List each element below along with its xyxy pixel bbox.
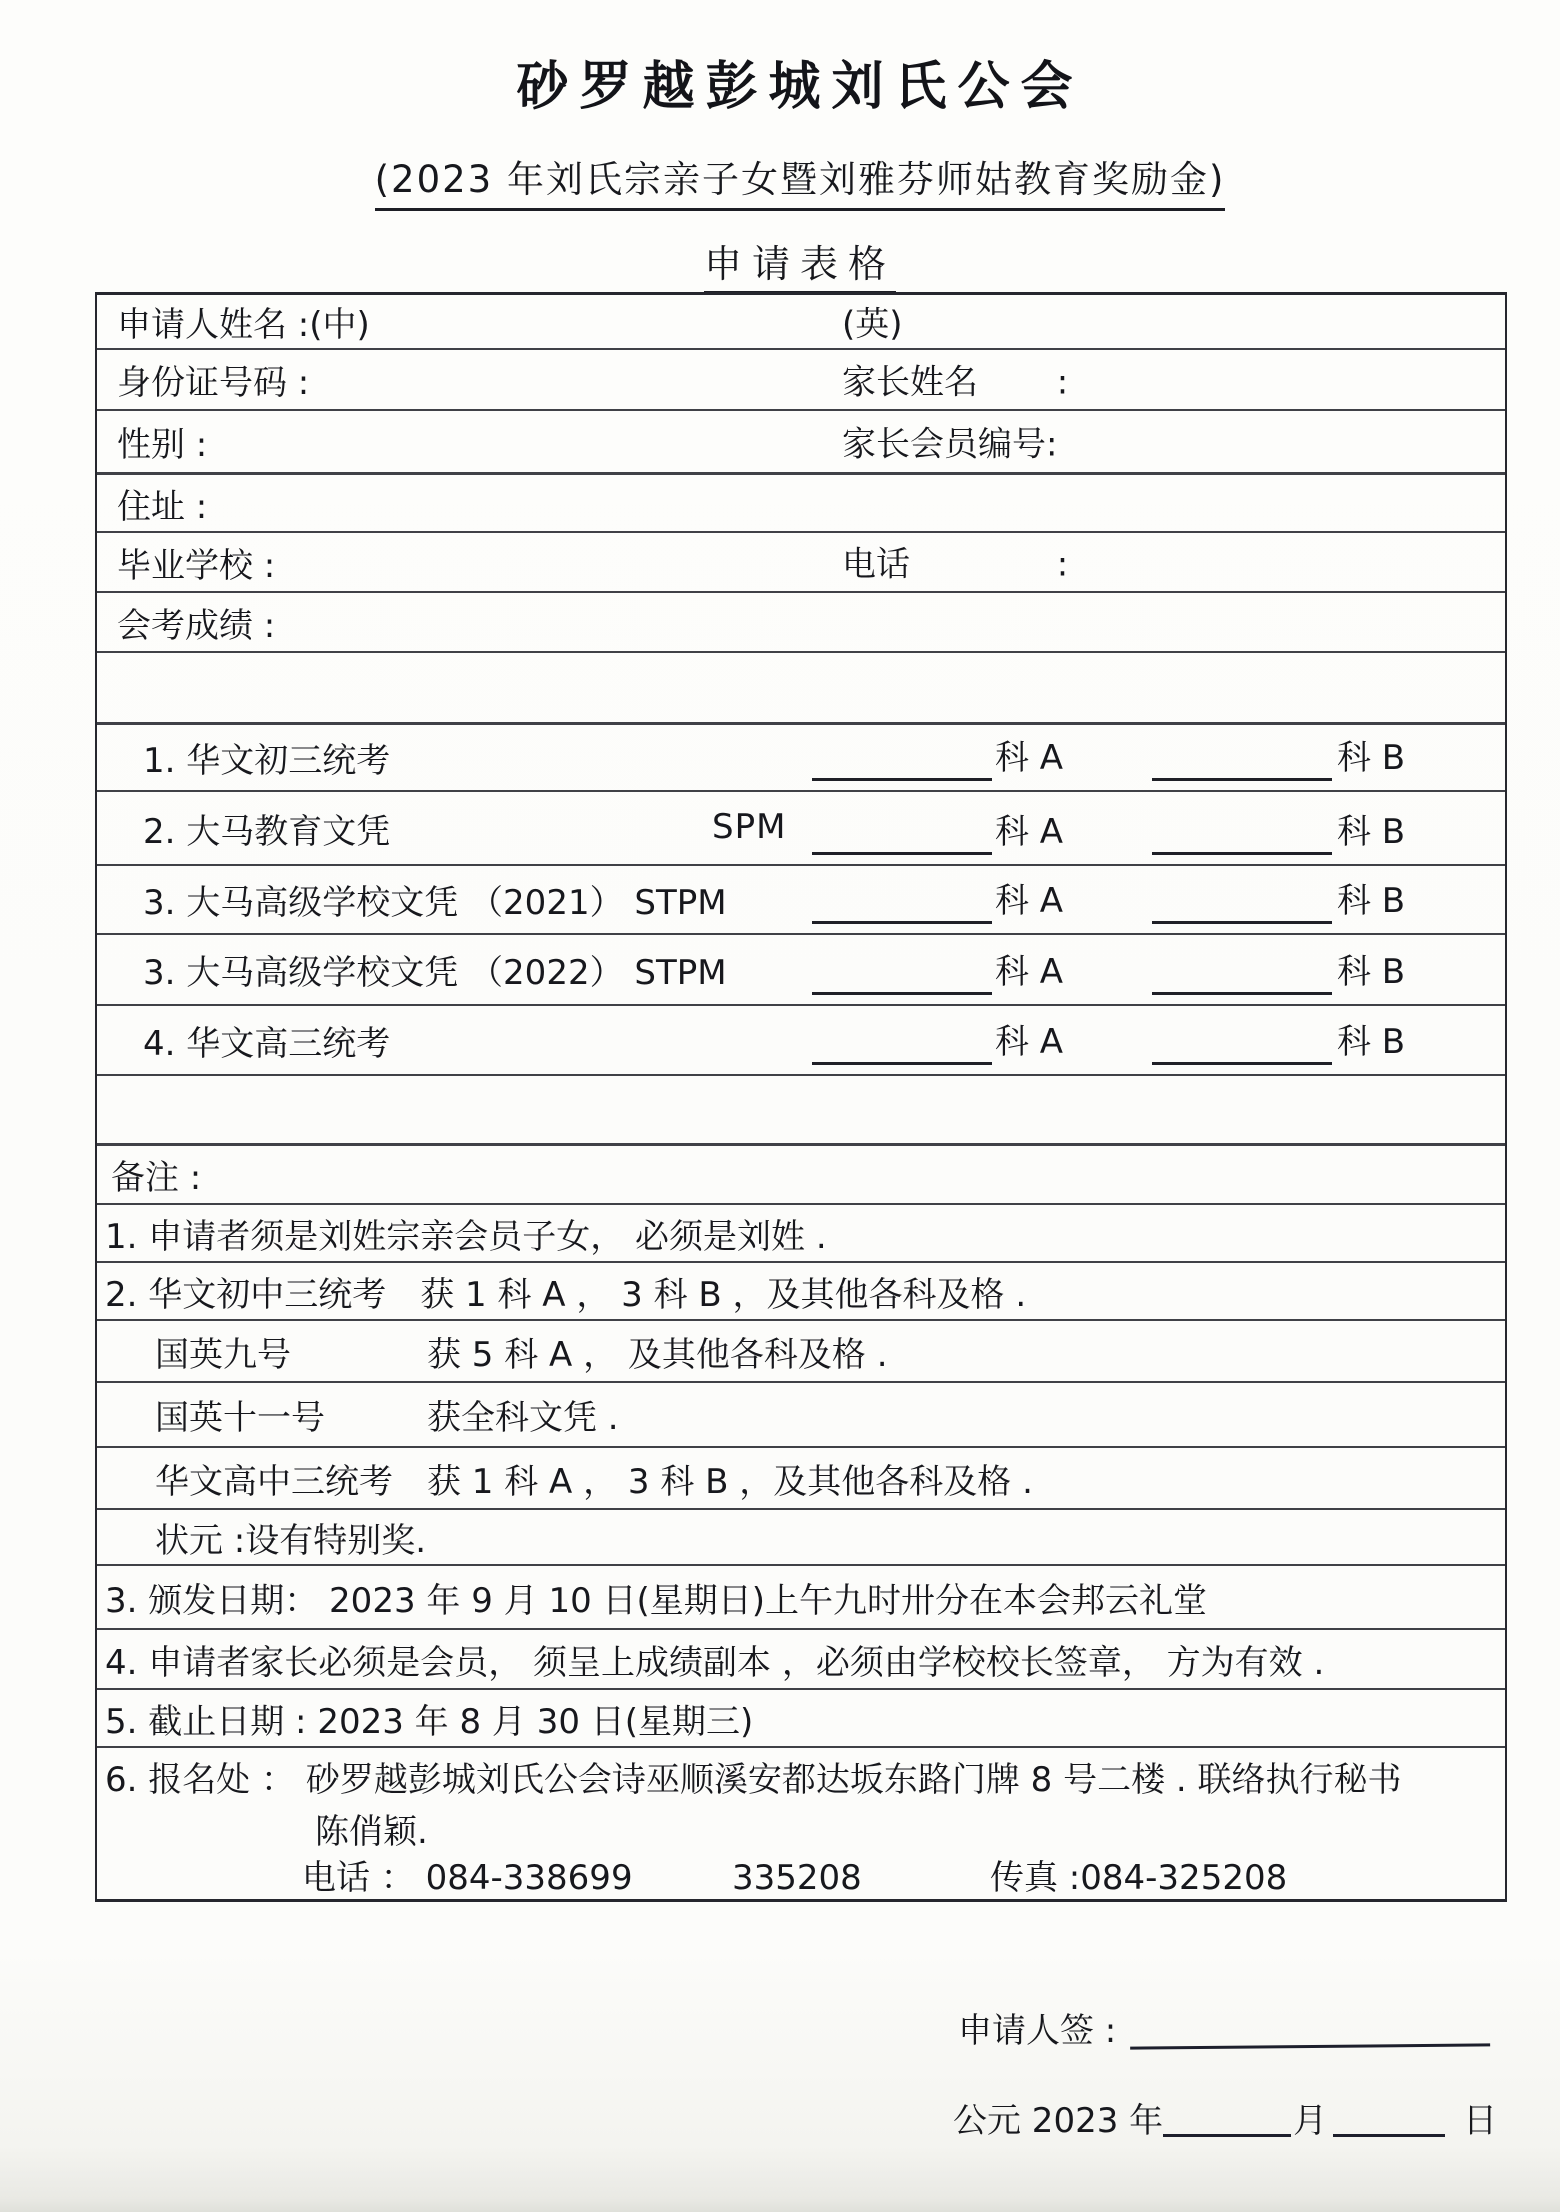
exam-name: 4. 华文高三统考 (143, 1023, 391, 1064)
info-row-gender (97, 411, 1505, 475)
score-blank-line (1152, 1062, 1332, 1065)
note-text: 3. 颁发日期： 2023 年 9 月 10 日(星期日)上午九时卅分在本会邦云礼堂 (105, 1580, 1208, 1621)
score-blank-line (1152, 992, 1332, 995)
award-subtitle: (2023 年刘氏宗亲子女暨刘雅芬师姑教育奖励金) (375, 149, 1226, 211)
note-text: 国英九号 获 5 科 A ， 及其他各科及格 . (155, 1334, 888, 1375)
registration-row (97, 1748, 1505, 1905)
subject-b-label: 科 B (1337, 952, 1406, 992)
fax-number: 传真 :084-325208 (990, 1858, 1288, 1898)
field-label-left: 身份证号码 : (117, 363, 310, 403)
note-row-remarks (97, 1146, 1505, 1205)
score-blank-line (812, 921, 992, 924)
exam-name: 2. 大马教育文凭 (143, 811, 391, 852)
exam-score-row-stpm-2021 (97, 866, 1505, 935)
subject-b-label: 科 B (1337, 812, 1406, 852)
score-blank-line (1152, 778, 1332, 781)
registration-address: 6. 报名处 ： 砂罗越彭城刘氏公会诗巫顺溪安都达坂东路门牌 8 号二楼 . 联络执行秘书 (105, 1760, 1402, 1800)
note-row-2 (97, 1263, 1505, 1321)
note-text: 备注 : (111, 1158, 202, 1198)
score-blank-line (1152, 852, 1332, 855)
info-row-ic-number (97, 350, 1505, 411)
applicant-signature-row (958, 2003, 1490, 2052)
subject-a-label: 科 A (995, 1022, 1064, 1062)
note-row-senior-uec (97, 1448, 1505, 1510)
empty-row (97, 1076, 1505, 1146)
note-row-gce-a (97, 1383, 1505, 1448)
subject-a-label: 科 A (995, 738, 1064, 778)
exam-name: 1. 华文初三统考 (143, 741, 391, 781)
subject-a-label: 科 A (995, 812, 1064, 852)
note-row-top-scorer (97, 1510, 1505, 1566)
subject-a-label: 科 A (995, 881, 1064, 921)
association-title: 砂罗越彭城刘氏公会 (516, 57, 1084, 117)
note-text: 状元 :设有特别奖. (155, 1520, 427, 1561)
field-label-right: (英) (842, 304, 903, 345)
exam-score-row-stpm-2022 (97, 935, 1505, 1006)
exam-score-row-senior (97, 1006, 1505, 1076)
note-row-award-date (97, 1566, 1505, 1630)
note-text: 国英十一号 获全科文凭 . (155, 1398, 619, 1438)
info-row-exam-results (97, 593, 1505, 653)
info-row-school (97, 533, 1505, 593)
info-row-applicant-name (97, 295, 1505, 350)
field-label-left: 会考成绩 : (117, 605, 276, 646)
field-label-left: 毕业学校 : (117, 545, 276, 586)
exam-name: 3. 大马高级学校文凭 （2021） STPM (143, 883, 727, 923)
note-text: 华文高中三统考 获 1 科 A ， 3 科 B ，及其他各科及格 . (155, 1461, 1033, 1502)
score-blank-line (812, 852, 992, 855)
note-row-deadline (97, 1690, 1505, 1748)
empty-row (97, 653, 1505, 725)
note-text: 4. 申请者家长必须是会员， 须呈上成绩副本 ，必须由学校校长签章， 方为有效 . (105, 1642, 1325, 1683)
note-text: 5. 截止日期 : 2023 年 8 月 30 日(星期三) (105, 1701, 754, 1742)
subject-a-label: 科 A (995, 952, 1064, 992)
note-row-1 (97, 1205, 1505, 1263)
signature-blank-line (1130, 2009, 1490, 2049)
field-label-left: 住址 : (117, 486, 208, 527)
application-form-table (95, 292, 1507, 1902)
score-blank-line (812, 1062, 992, 1065)
day-label: 日 (1463, 2101, 1498, 2141)
date-prefix: 公元 2023 年 (953, 2101, 1164, 2141)
form-header (0, 0, 1560, 294)
registration-contact-name: 陈俏颖. (315, 1812, 428, 1852)
subject-b-label: 科 B (1337, 881, 1406, 921)
score-blank-line (1152, 921, 1332, 924)
month-label: 月 (1293, 2101, 1328, 2141)
exam-score-row-spm (97, 792, 1505, 866)
date-row (953, 2093, 1497, 2142)
note-row-parent-member (97, 1630, 1505, 1690)
score-blank-line (812, 992, 992, 995)
subject-b-label: 科 B (1337, 1022, 1406, 1062)
info-row-address (97, 475, 1505, 533)
exam-score-row-junior (97, 725, 1505, 792)
subject-b-label: 科 B (1337, 738, 1406, 778)
day-blank-line (1333, 2100, 1445, 2137)
field-label-right: 家长姓名 : (842, 362, 1069, 403)
exam-name: 3. 大马高级学校文凭 （2022） STPM (143, 953, 727, 993)
phone-number-2: 335208 (732, 1858, 862, 1898)
phone-number: 电话 ： 084-338699 (302, 1858, 633, 1898)
field-label-left: 申请人姓名 :(中) (117, 305, 370, 345)
note-text: 1. 申请者须是刘姓宗亲会员子女， 必须是刘姓 . (105, 1216, 827, 1257)
note-row-gce-o (97, 1321, 1505, 1383)
form-title: 申请表格 (704, 233, 896, 294)
exam-cert-label: SPM (712, 807, 787, 848)
field-label-right: 电话 : (842, 544, 1069, 585)
registration-phone-line (97, 1858, 1505, 1898)
month-blank-line (1163, 2100, 1291, 2137)
note-text: 2. 华文初中三统考 获 1 科 A ， 3 科 B ，及其他各科及格 . (105, 1274, 1027, 1315)
field-label-right: 家长会员编号: (842, 424, 1058, 465)
score-blank-line (812, 778, 992, 781)
field-label-left: 性别 : (117, 425, 208, 465)
signature-label: 申请人签 : (958, 2011, 1117, 2051)
